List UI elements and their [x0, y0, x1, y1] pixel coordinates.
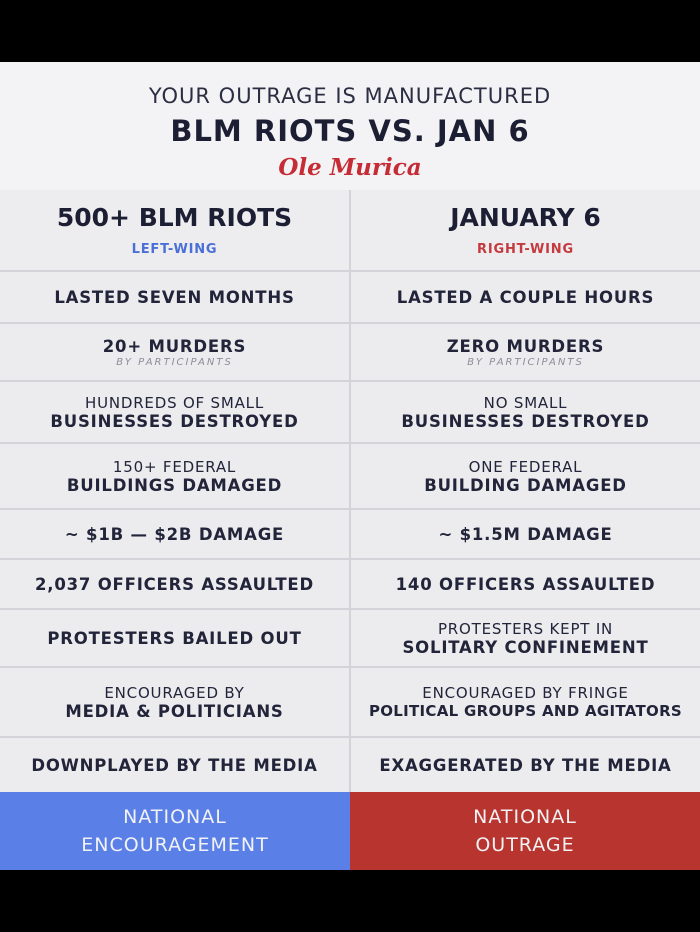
- right-footer-line: NATIONAL: [473, 806, 577, 828]
- right-cell-text: SOLITARY CONFINEMENT: [402, 637, 649, 657]
- left-footer: [0, 792, 350, 870]
- left-footer-line: ENCOURAGEMENT: [81, 834, 269, 856]
- right-cell: [351, 382, 700, 444]
- left-cell: [0, 668, 351, 738]
- left-column-tag: LEFT-WING: [131, 242, 218, 257]
- right-column-header: [351, 190, 700, 272]
- right-cell: [351, 272, 700, 324]
- table-row: [0, 738, 700, 792]
- left-cell-text: BUSINESSES DESTROYED: [50, 411, 299, 431]
- right-cell-text: ~ $1.5M DAMAGE: [438, 524, 613, 544]
- right-cell-text: ENCOURAGED BY FRINGE: [422, 684, 629, 702]
- right-footer: [350, 792, 700, 870]
- left-cell-text: ~ $1B — $2B DAMAGE: [64, 524, 285, 544]
- left-cell-text: 150+ FEDERAL: [112, 457, 237, 476]
- left-cell-text: HUNDREDS OF SMALL: [84, 393, 264, 412]
- right-cell: [351, 324, 700, 382]
- right-cell: [351, 560, 700, 610]
- left-cell-text: ENCOURAGED BY: [104, 683, 245, 702]
- left-cell: [0, 738, 351, 792]
- left-column-title: 500+ BLM RIOTS: [56, 203, 293, 232]
- right-cell-text: NO SMALL: [483, 393, 568, 412]
- right-cell-text: POLITICAL GROUPS AND AGITATORS: [368, 702, 683, 720]
- header-subtitle: YOUR OUTRAGE IS MANUFACTURED: [148, 84, 552, 108]
- table-row: [0, 560, 700, 610]
- left-cell-text: MEDIA & POLITICIANS: [65, 701, 284, 721]
- right-cell: [351, 738, 700, 792]
- brand-logo: Ole Murica: [278, 154, 422, 181]
- right-cell-subtext: BY PARTICIPANTS: [467, 356, 584, 368]
- right-cell: [351, 510, 700, 560]
- right-cell-text: 140 OFFICERS ASSAULTED: [395, 574, 656, 594]
- right-cell-text: BUSINESSES DESTROYED: [401, 411, 650, 431]
- right-cell-text: BUILDING DAMAGED: [424, 475, 627, 495]
- right-column-tag: RIGHT-WING: [477, 242, 574, 257]
- right-cell: [351, 444, 700, 510]
- table-row: [0, 382, 700, 444]
- left-cell-text: 2,037 OFFICERS ASSAULTED: [34, 574, 315, 594]
- right-cell-text: PROTESTERS KEPT IN: [437, 619, 614, 638]
- table-row: [0, 610, 700, 668]
- right-cell-text: ZERO MURDERS: [446, 336, 605, 356]
- left-cell: [0, 324, 351, 382]
- left-cell: [0, 510, 351, 560]
- header: [0, 62, 700, 190]
- footer: [0, 792, 700, 870]
- left-cell: [0, 444, 351, 510]
- table-row: [0, 668, 700, 738]
- comparison-card: [0, 62, 700, 870]
- left-cell-text: BUILDINGS DAMAGED: [66, 475, 283, 495]
- left-cell: [0, 382, 351, 444]
- right-column-title: JANUARY 6: [450, 203, 601, 232]
- left-cell: [0, 610, 351, 668]
- table-row: [0, 444, 700, 510]
- right-footer-line: OUTRAGE: [475, 834, 575, 856]
- right-cell-text: LASTED A COUPLE HOURS: [396, 287, 655, 307]
- header-title: BLM RIOTS VS. JAN 6: [170, 114, 530, 148]
- right-cell: [351, 668, 700, 738]
- right-cell-text: ONE FEDERAL: [468, 457, 583, 476]
- left-column-header: [0, 190, 351, 272]
- table-row: [0, 272, 700, 324]
- left-cell-text: LASTED SEVEN MONTHS: [54, 287, 295, 307]
- table-row: [0, 324, 700, 382]
- right-cell-text: EXAGGERATED BY THE MEDIA: [379, 755, 672, 775]
- left-cell: [0, 272, 351, 324]
- left-footer-line: NATIONAL: [123, 806, 227, 828]
- left-cell-text: 20+ MURDERS: [102, 336, 247, 356]
- left-cell-text: DOWNPLAYED BY THE MEDIA: [31, 755, 318, 775]
- right-cell: [351, 610, 700, 668]
- left-cell: [0, 560, 351, 610]
- column-header-row: [0, 190, 700, 272]
- table-row: [0, 510, 700, 560]
- left-cell-text: PROTESTERS BAILED OUT: [47, 628, 302, 648]
- left-cell-subtext: BY PARTICIPANTS: [116, 356, 233, 368]
